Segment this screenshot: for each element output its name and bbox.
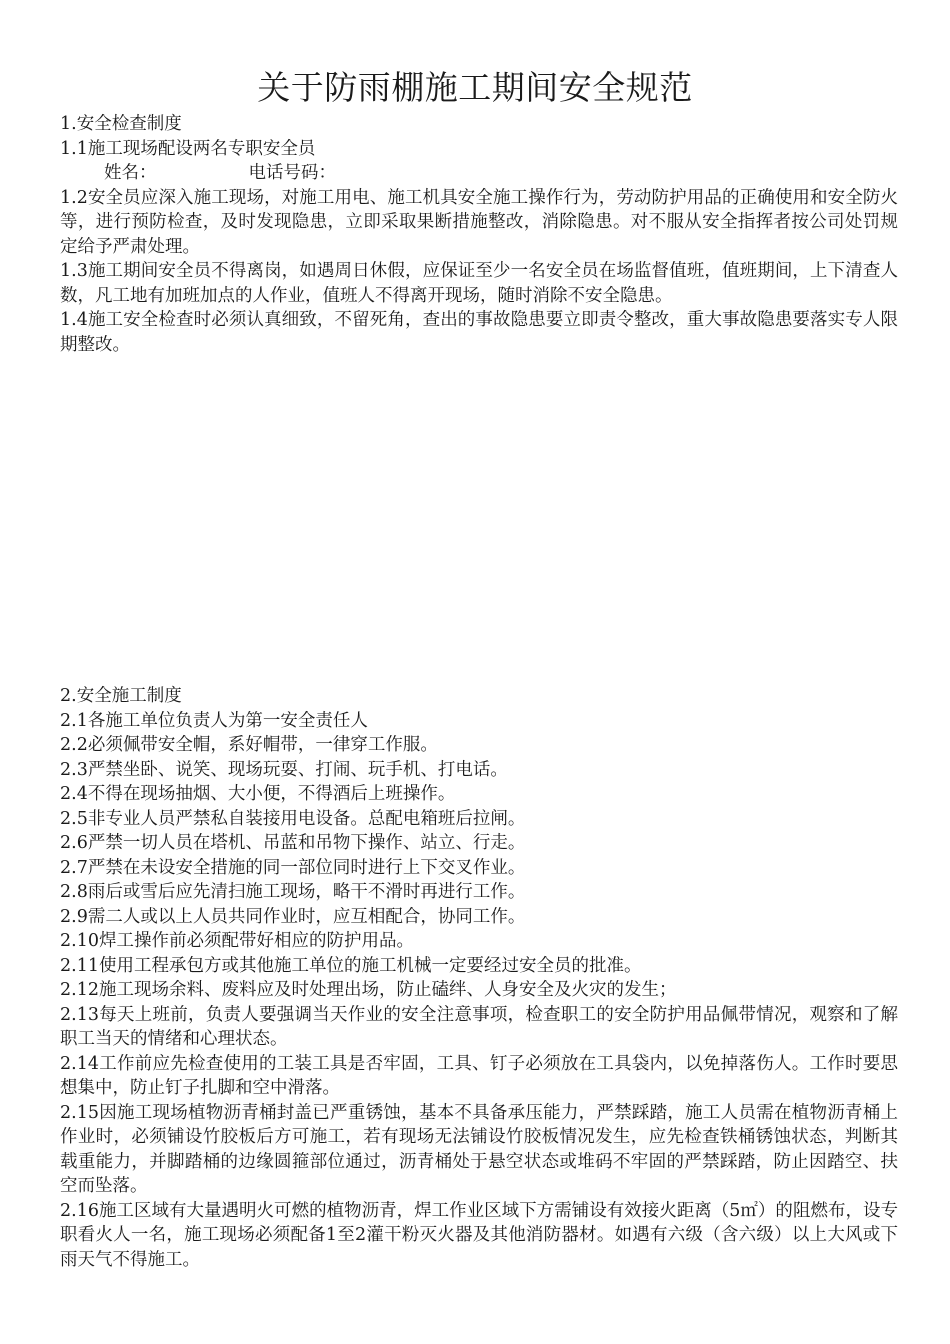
clause-2-10: 2.10焊工操作前必须配带好相应的防护用品。 [60,931,414,951]
clause-2-9: 2.9需二人或以上人员共同作业时，应互相配合，协同工作。 [60,906,526,927]
section-heading: 1.安全检查制度 [60,114,182,134]
clause-2-4: 2.4不得在现场抽烟、大小便，不得酒后上班操作。 [60,784,456,804]
clause-2-11: 2.11使用工程承包方或其他施工单位的施工机械一定要经过安全员的批准。 [60,955,642,976]
clause-2-15: 2.15因施工现场植物沥青桶封盖已严重锈蚀，基本不具备承压能力，严禁踩踏，施工人员需在植物沥青桶上作业时，必须铺设竹胶板后方可施工，若有现场无法铺设竹胶板情况发生，应先检查铁桶锈蚀状态，判断其载重能力，并脚踏桶的边缘圆箍部位通过，沥青桶处于悬空状态或堆码不牢固的严禁踩踏，防止因踏空、扶空而坠落。 [60,1102,898,1196]
clause-2-16: 2.16施工区域有大量遇明火可燃的植物沥青，焊工作业区域下方需铺设有效接火距离（5㎡）的阻燃布，设专职看火人一名，施工现场必须配备1至2灌干粉灭火器及其他消防器材。如遇有六级（含六级）以上大风或下雨天气不得施工。 [60,1200,898,1270]
clause-2-2: 2.2必须佩带安全帽，系好帽带，一律穿工作服。 [60,735,438,755]
clause-2-5: 2.5非专业人员严禁私自装接用电设备。总配电箱班后拉闸。 [60,808,526,829]
safety-inspection-section [60,112,898,357]
clause-2-8: 2.8雨后或雪后应先清扫施工现场，略干不滑时再进行工作。 [60,882,526,902]
clause-2-3: 2.3严禁坐卧、说笑、现场玩耍、打闹、玩手机、打电话。 [60,759,508,780]
clause-2-6: 2.6严禁一切人员在塔机、吊蓝和吊物下操作、站立、行走。 [60,833,526,853]
name-label: 姓名： [104,163,157,183]
phone-label: 电话号码： [248,163,336,183]
clause-2-13: 2.13每天上班前，负责人要强调当天作业的安全注意事项，检查职工的安全防护用品佩带情况，观察和了解职工当天的情绪和心理状态。 [60,1004,898,1049]
clause-2-14: 2.14工作前应先检查使用的工装工具是否牢固，工具、钉子必须放在工具袋内，以免掉落伤人。工作时要思想集中，防止钉子扎脚和空中滑落。 [60,1053,898,1098]
clause-1-2: 1.2安全员应深入施工现场，对施工用电、施工机具安全施工操作行为，劳动防护用品的正确使用和安全防火等，进行预防检查，及时发现隐患，立即采取果断措施整改，消除隐患。对不服从安全指挥者按公司处罚规定给予严肃处理。 [60,187,898,257]
contact-row [60,161,898,186]
clause-2-7: 2.7严禁在未设安全措施的同一部位同时进行上下交叉作业。 [60,857,526,878]
clause-1-4: 1.4施工安全检查时必须认真细致，不留死角，查出的事故隐患要立即责令整改，重大事故隐患要落实专人限期整改。 [60,310,898,355]
clause-1-1: 1.1施工现场配设两名专职安全员 [60,138,316,159]
clause-2-12: 2.12施工现场余料、废料应及时处理出场，防止磕绊、人身安全及火灾的发生； [60,980,677,1000]
clause-2-1: 2.1各施工单位负责人为第一安全责任人 [60,710,368,731]
section-heading: 2.安全施工制度 [60,686,182,706]
safe-construction-section [60,684,898,1272]
clause-1-3: 1.3施工期间安全员不得离岗，如遇周日休假，应保证至少一名安全员在场监督值班，值班期间，上下清查人数，凡工地有加班加点的人作业，值班人不得离开现场，随时消除不安全隐患。 [60,261,898,306]
document-title: 关于防雨棚施工期间安全规范 [257,68,693,107]
